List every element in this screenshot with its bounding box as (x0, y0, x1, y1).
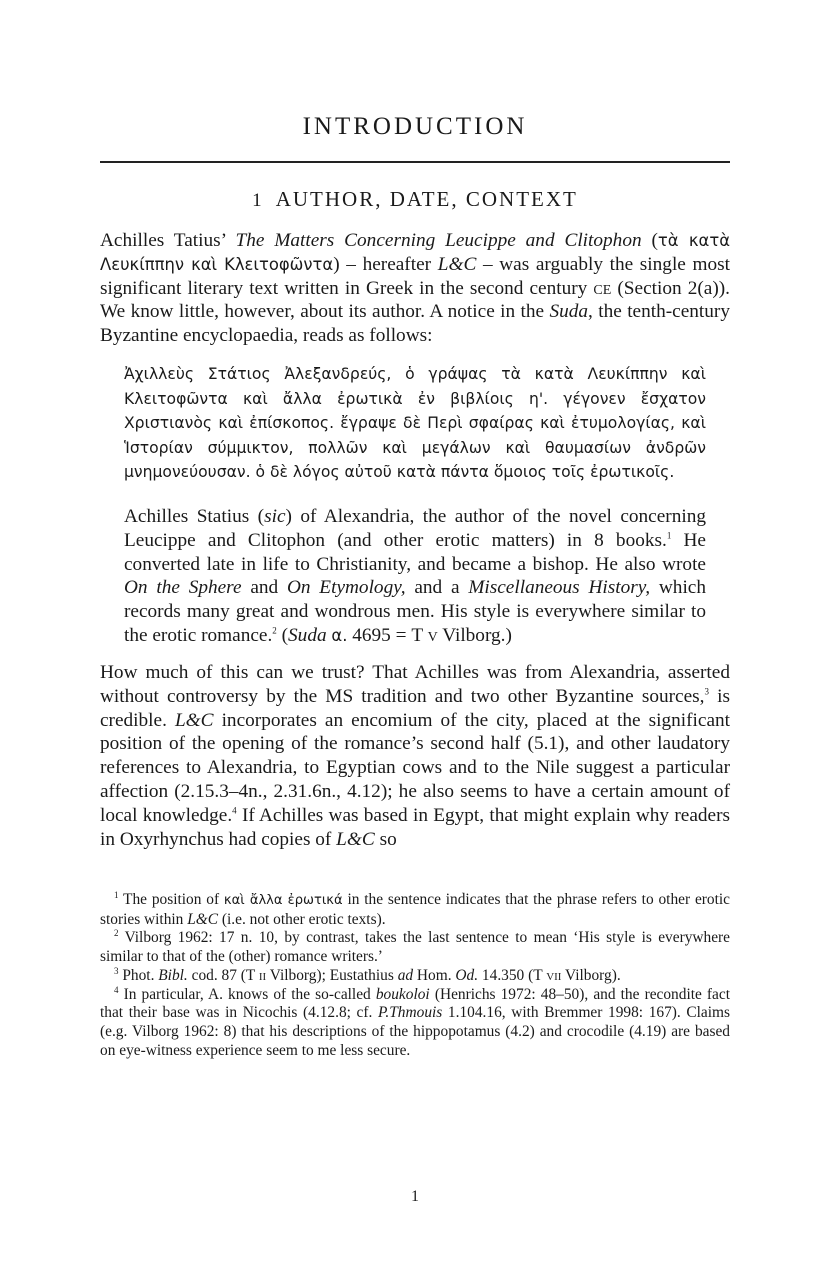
abbreviation: L&C (174, 709, 214, 731)
work-abbreviation: Bibl. (158, 966, 188, 984)
title-rule (100, 161, 730, 163)
text-run: is credible. (100, 685, 730, 731)
footnote-ref[interactable]: 4 (232, 805, 237, 816)
text-run: (Section 2(a)). We know little, however, about its author. A notice in the (100, 277, 730, 323)
section-title: AUTHOR, DATE, CONTEXT (275, 187, 578, 211)
latin-word: ad (397, 966, 414, 984)
text-run: Vilborg.) (437, 624, 512, 646)
text-run: (i.e. not other erotic texts). (218, 910, 386, 928)
page-number: 1 (411, 1188, 419, 1205)
text-run: He converted late in life to Christianity, and became a bishop. He also wrote (124, 529, 706, 575)
text-run: 14.350 (T (478, 966, 547, 984)
text-run: ) – hereafter (333, 253, 438, 275)
roman-numeral: vii (546, 966, 562, 984)
abbreviation: L&C (336, 828, 375, 850)
text-run: incorporates an encomium of the city, placed at the significant position of the opening of the romance’s second half (5.1), and other laudatory references to Alexandria, to Egyptian cows and to the Nile suggest a particular affection (2.15.3–4n., 2.31.6n., 4.12); he also seems to have a certain amount of local knowledge. (100, 709, 731, 826)
footnote-number: 4 (114, 984, 119, 995)
papyrus-ref: P.Thmouis (377, 1004, 443, 1022)
term: boukoloi (375, 985, 430, 1003)
greek-phrase: καὶ ἄλλα ἐρωτικά (223, 893, 343, 908)
text-run: 1.104.16, with Bremmer 1998: 167). Claims (e.g. Vilborg 1962: 8) that his descriptions of the hippopotamus (4.2) and crocodile (4.19) are based on eye-witness experience seem to me less secure. (100, 1004, 730, 1059)
intro-paragraph (100, 229, 730, 348)
chapter-title: INTRODUCTION (302, 113, 528, 140)
footnote-ref[interactable]: 1 (666, 530, 672, 541)
footnote-number: 3 (114, 965, 119, 976)
text-run: The position of (118, 891, 224, 908)
text-run: , the tenth-century Byzantine encyclopaedia, reads as follows: (100, 301, 730, 347)
discussion-paragraph (100, 661, 730, 851)
text-run: and a (405, 577, 469, 599)
text-run: – was arguably the single most significant literary text written in Greek in the second century (100, 253, 730, 299)
section-number: 1 (252, 190, 264, 211)
footnotes (100, 891, 730, 1060)
work-title: On Etymology, (286, 577, 406, 599)
footnote-ref[interactable]: 2 (272, 625, 277, 636)
text-run: which records many great and wondrous men. His style is everywhere similar to the erotic romance. (124, 577, 707, 646)
text-run: and (241, 577, 287, 599)
era-abbreviation: ce (593, 277, 612, 299)
text-run: ( (641, 230, 658, 251)
footnote-number: 1 (114, 889, 119, 900)
abbreviation: L&C (187, 910, 219, 928)
text-run: Achilles Statius ( (124, 506, 265, 527)
footnote-3 (100, 967, 730, 986)
text-run: so (374, 828, 397, 850)
work-abbreviation: Od. (455, 966, 479, 984)
sic-marker: sic (264, 506, 286, 527)
text-run: cod. 87 (T (187, 966, 259, 984)
work-title: The Matters Concerning Leucippe and Clitophon (235, 230, 642, 251)
footnote-1 (100, 891, 730, 929)
abbreviation: L&C (437, 253, 477, 275)
text-run: (Henrichs 1972: 48–50), and the recondite fact that their base was in Nicochis (4.12.8; cf. (100, 985, 730, 1022)
footnote-number: 2 (114, 928, 119, 939)
text-run: ( (276, 624, 289, 646)
greek-title: τὰ κατὰ Λευκίππην καὶ Κλειτοφῶντα (100, 231, 731, 274)
text-run: ) of Alexandria, the author of the novel concerning Leucippe and Clitophon (and other erotic matters) in 8 books. (124, 506, 706, 551)
section-heading (100, 187, 730, 212)
work-title: Miscellaneous History, (468, 577, 651, 599)
text-run: Phot. (118, 966, 159, 984)
greek-letter: α. (331, 625, 348, 645)
footnote-ref[interactable]: 3 (704, 686, 709, 697)
footnote-2 (100, 929, 730, 966)
text-run: Vilborg 1962: 17 n. 10, by contrast, takes the last sentence to mean ‘His style is everywhere similar to that of the (other) romance writers.’ (100, 929, 730, 966)
footnote-4 (100, 986, 730, 1061)
work-title: On the Sphere (124, 577, 242, 599)
text-run: In particular, A. knows of the so-called (118, 985, 376, 1003)
text-run: Vilborg); Eustathius (266, 966, 398, 984)
suda-title: Suda (288, 624, 327, 646)
roman-numeral: v (427, 624, 438, 646)
text-run: Vilborg). (561, 966, 621, 984)
text-run: 4695 = T (347, 624, 428, 646)
text-run: If Achilles was based in Egypt, that might explain why readers in Oxyrhynchus had copies of (100, 804, 730, 850)
text-run: in the sentence indicates that the phrase refers to other erotic stories within (100, 891, 730, 928)
text-run: Hom. (413, 966, 456, 984)
translation-block (124, 505, 706, 648)
roman-numeral: ii (258, 966, 267, 984)
text-run: Achilles Tatius’ (100, 230, 236, 251)
greek-quotation: Ἀχιλλεὺς Στάτιος Ἀλεξανδρεύς, ὁ γράψας τὰ κατὰ Λευκίππην καὶ Κλειτοφῶντα καὶ ἄλλα ἐρωτικὰ ἐν βιβλίοις η'. γέγονεν ἔσχατον Χριστιανὸς καὶ ἐπίσκοπος. ἔγραψε δὲ Περὶ σφαίρας καὶ ἐτυμολογίας, καὶ Ἱστορίαν σύμμικτον, πολλῶν καὶ μεγάλων καὶ θαυμασίων ἀνδρῶν μνημονεύουσαν. ὁ δὲ λόγος αὐτοῦ κατὰ πάντα ὅμοιος τοῖς ἐρωτικοῖς. (124, 365, 706, 482)
text-run: How much of this can we trust? That Achilles was from Alexandria, asserted without controversy by the MS tradition and two other Byzantine sources, (100, 662, 730, 707)
suda-title: Suda (549, 301, 589, 323)
